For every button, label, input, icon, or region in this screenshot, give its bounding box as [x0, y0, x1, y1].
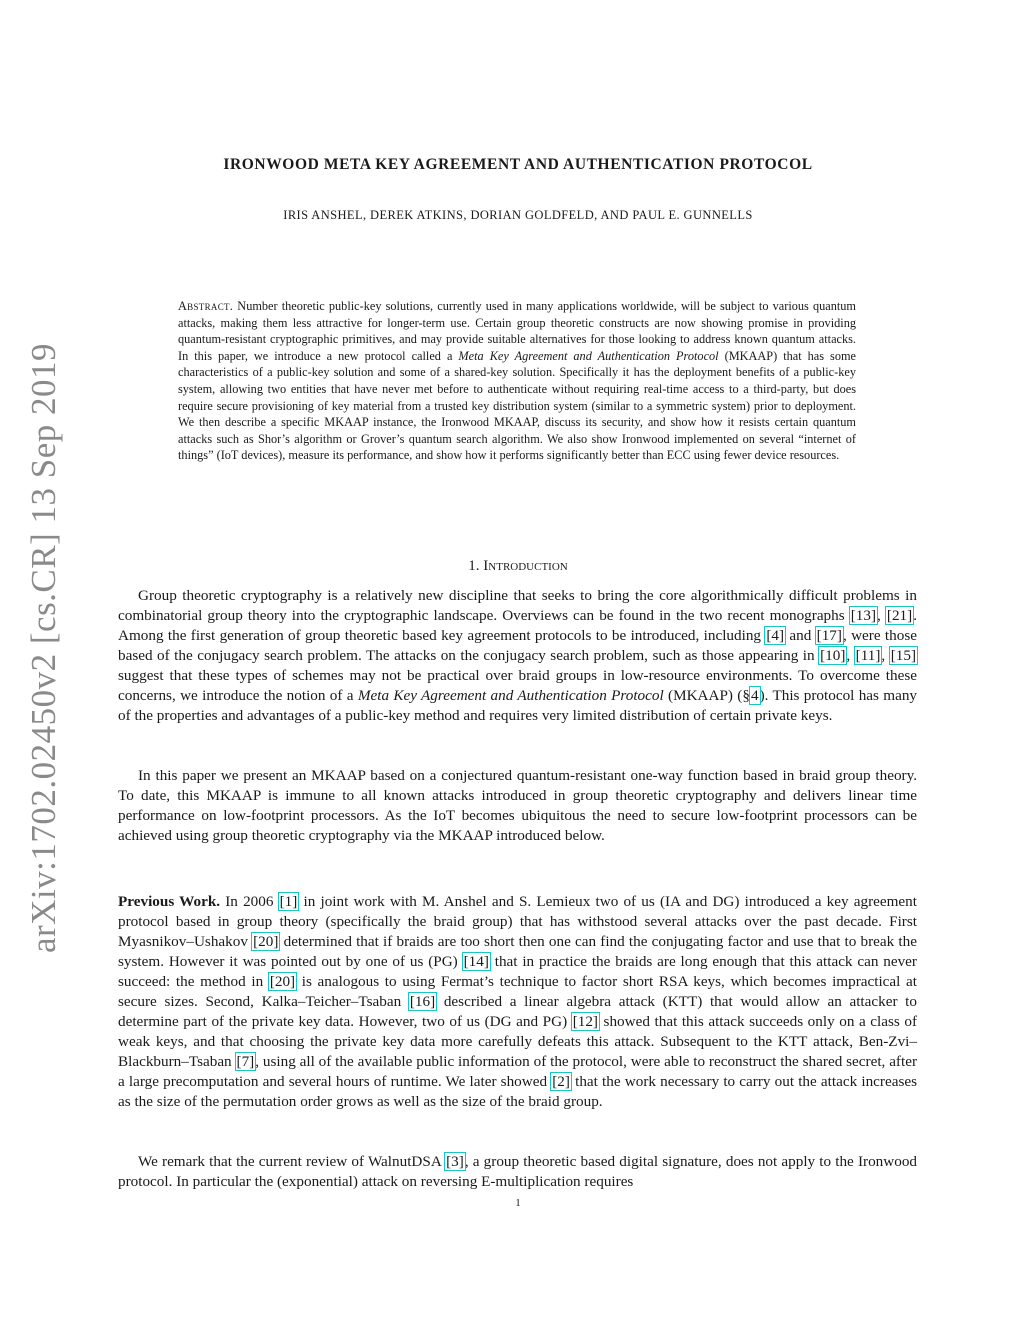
intro-p1-text: ,: [846, 647, 855, 664]
section-heading-introduction: [118, 558, 918, 575]
citation-link[interactable]: [4]: [766, 627, 785, 644]
intro-p1-text: and: [785, 627, 816, 644]
citation-link[interactable]: [20]: [269, 973, 296, 990]
section-number: 1.: [468, 558, 484, 574]
citation-link[interactable]: [7]: [236, 1053, 255, 1070]
previous-work-text: In 2006: [220, 893, 279, 910]
previous-work-text: that the work necessary to carry out the attack increases as the size of the permutation order grows as well as the size of the braid group.: [118, 1073, 918, 1110]
citation-link[interactable]: [21]: [886, 607, 913, 624]
citation-link[interactable]: [17]: [816, 627, 842, 644]
citation-link[interactable]: [10]: [820, 647, 846, 664]
intro-p1-emphasis: Meta Key Agreement and Authentication Protocol: [357, 687, 664, 704]
citation-link[interactable]: [11]: [855, 647, 881, 664]
remark-text: We remark that the current review of WalnutDSA: [138, 1153, 446, 1170]
abstract-text-2: (MKAAP) that has some characteristics of a public-key solution and some of a shared-key solution. Specifically it has the deployment benefits of a public-key system, allowing two entities that have never met before to authenticate without requiring real-time access to a third-party, but does require secure provisioning of key material from a trusted key distribution system (similar to a symmetric system) prior to deployment. We then describe a specific MKAAP instance, the Ironwood MKAAP, discuss its security, and show how it resists certain quantum attacks such as Shor’s algorithm or Grover’s quantum search algorithm. We also show Ironwood implemented on several “internet of things” (IoT devices), measure its performance, and show how it performs significantly better than ECC using fewer device resources.: [178, 348, 856, 463]
previous-work-text: described a linear algebra attack (KTT) that would allow an attacker to determine part of the private key data. However, two of us (DG and PG): [118, 993, 917, 1030]
author-list: IRIS ANSHEL, DEREK ATKINS, DORIAN GOLDFELD, AND PAUL E. GUNNELLS: [283, 208, 753, 222]
abstract-emphasis: Meta Key Agreement and Authentication Protocol: [458, 348, 719, 363]
intro-paragraph-1: [118, 586, 917, 726]
citation-link[interactable]: [20]: [253, 933, 279, 950]
previous-work-text: is analogous to using Fermat’s technique to factor short RSA keys, which becomes impractical at secure sizes. Second, Kalka–Teicher–Tsaban: [118, 973, 917, 1010]
intro-p1-text: . Among the first generation of group theoretic based key agreement protocols to be introduced, including: [118, 607, 918, 644]
citation-link[interactable]: [14]: [463, 953, 489, 970]
section-name: Introduction: [483, 558, 568, 574]
intro-p1-text: (MKAAP) (§: [663, 687, 750, 704]
previous-work-text: , using all of the available public information of the protocol, were able to reconstruct the shared secret, after a large precomputation and several hours of runtime. We later showed: [118, 1053, 918, 1090]
intro-p1-text: ,: [877, 607, 886, 624]
intro-p1-text: ,: [881, 647, 890, 664]
abstract-label: Abstract.: [178, 299, 234, 313]
citation-link[interactable]: [3]: [446, 1153, 464, 1170]
previous-work-heading: Previous Work.: [118, 893, 221, 910]
abstract-text-1: Number theoretic public-key solutions, currently used in many applications worldwide, will be subject to various quantum attacks, making them less attractive for longer-term use. Certain group theoretic constructs are now showing promise in providing quantum-resistant cryptographic primitives, and may provide suitable alternatives for those looking to address known quantum attacks. In this paper, we introduce a new protocol called a: [178, 299, 856, 363]
paper-title: IRONWOOD META KEY AGREEMENT AND AUTHENTICATION PROTOCOL: [223, 156, 813, 173]
citation-link[interactable]: [1]: [279, 893, 298, 910]
citation-link[interactable]: [16]: [409, 993, 436, 1010]
abstract: [178, 298, 856, 464]
previous-work-text: that in practice the braids are long enough that this attack can never succeed: the method in: [118, 953, 917, 990]
page-number: 1: [515, 1197, 521, 1209]
previous-work-text: determined that if braids are too short then one can find the conjugating factor and use that to break the system. However it was pointed out by one of us (PG): [118, 933, 917, 970]
arxiv-identifier-text: arXiv:1702.02450v2 [cs.CR] 13 Sep 2019: [24, 342, 64, 954]
remark-text: , a group theoretic based digital signature, does not apply to the Ironwood protocol. In particular the (exponential) attack on reversing E-multiplication requires: [118, 1153, 918, 1190]
citation-link[interactable]: [12]: [572, 1013, 598, 1030]
intro-p1-text: , were those based of the conjugacy search problem. The attacks on the conjugacy search problem, such as those appearing in: [118, 627, 917, 664]
intro-p1-text: Group theoretic cryptography is a relatively new discipline that seeks to bring the core algorithmically difficult problems in combinatorial group theory into the cryptographic landscape. Overviews can be found in the two recent monographs: [118, 587, 917, 624]
section-link[interactable]: 4: [750, 687, 759, 704]
intro-paragraph-2: In this paper we present an MKAAP based on a conjectured quantum-resistant one-way function based in braid group theory. To date, this MKAAP is immune to all known attacks introduced in group theoretic cryptography and delivers linear time performance on low-footprint processors. As the IoT becomes ubiquitous the need to secure low-footprint processors can be achieved using group theoretic cryptography via the MKAAP introduced below.: [118, 767, 917, 844]
intro-p1-text: suggest that these types of schemes may not be practical over braid groups in low-resource environments. To overcome these concerns, we introduce the notion of a: [118, 667, 917, 704]
intro-p1-text: ). This protocol has many of the properties and advantages of a public-key method and requires very limited distribution of certain private keys.: [118, 687, 918, 724]
citation-link[interactable]: [13]: [850, 607, 877, 624]
citation-link[interactable]: [2]: [552, 1073, 570, 1090]
arxiv-identifier-stamp: [20, 338, 68, 958]
remark-paragraph: [118, 1152, 917, 1192]
previous-work-paragraph: [118, 892, 917, 1112]
previous-work-text: in joint work with M. Anshel and S. Lemieux two of us (IA and DG) introduced a key agreement protocol based in group theory (specifically the braid group) that has withstood several attacks over the past decade. First Myasnikov–Ushakov: [118, 893, 917, 950]
citation-link[interactable]: [15]: [890, 647, 917, 664]
previous-work-text: showed that this attack succeeds only on a class of weak keys, and that choosing the private key data more carefully defeats this attack. Subsequent to the KTT attack, Ben-Zvi–Blackburn–Tsaban: [118, 1013, 918, 1070]
